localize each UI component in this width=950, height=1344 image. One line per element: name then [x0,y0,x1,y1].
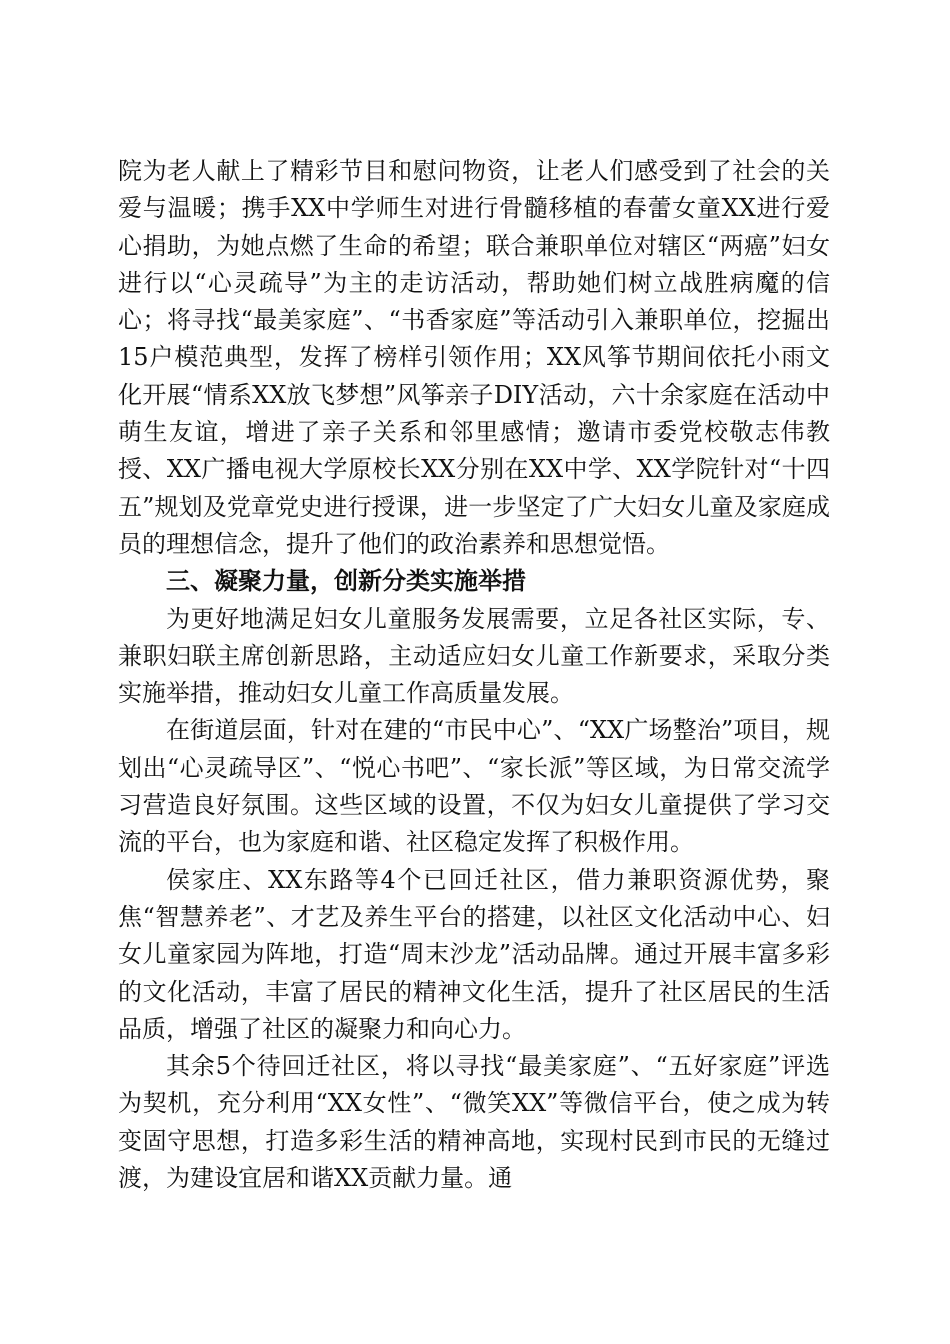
paragraph-pending-communities: 其余5个待回迁社区，将以寻找“最美家庭”、“五好家庭”评选为契机，充分利用“XX女性”、“微笑XX”等微信平台，使之成为转变固守思想，打造多彩生活的精神高地，实现村民到市民的无缝过渡，为建设宜居和谐XX贡献力量。通 [118,1052,830,1193]
paragraph-street-level: 在街道层面，针对在建的“市民中心”、“XX广场整治”项目，规划出“心灵疏导区”、“悦心书吧”、“家长派”等区域，为日常交流学习营造良好氛围。这些区域的设置，不仅为妇女儿童提供了学习交流的平台，也为家庭和谐、社区稳定发挥了积极作用。 [118,716,830,857]
paragraph-continued: 院为老人献上了精彩节目和慰问物资，让老人们感受到了社会的关爱与温暖；携手XX中学师生对进行骨髓移植的春蕾女童XX进行爱心捐助，为她点燃了生命的希望；联合兼职单位对辖区“两癌”妇女进行以“心灵疏导”为主的走访活动，帮助她们树立战胜病魔的信心；将寻找“最美家庭”、“书香家庭”等活动引入兼职单位，挖掘出15户模范典型，发挥了榜样引领作用；XX风筝节期间依托小雨文化开展“情系XX放飞梦想”风筝亲子DIY活动，六十余家庭在活动中萌生友谊，增进了亲子关系和邻里感情；邀请市委党校敬志伟教授、XX广播电视大学原校长XX分别在XX中学、XX学院针对“十四五”规划及党章党史进行授课，进一步坚定了广大妇女儿童及家庭成员的理想信念，提升了他们的政治素养和思想觉悟。 [118,157,830,558]
paragraph-relocated-communities: 侯家庄、XX东路等4个已回迁社区，借力兼职资源优势，聚焦“智慧养老”、才艺及养生平台的搭建，以社区文化活动中心、妇女儿童家园为阵地，打造“周末沙龙”活动品牌。通过开展丰富多彩的文化活动，丰富了居民的精神文化生活，提升了社区居民的生活品质，增强了社区的凝聚力和向心力。 [118,865,830,1043]
document-body [118,153,830,1197]
section-heading: 三、凝聚力量，创新分类实施举措 [166,567,526,596]
paragraph-intro: 为更好地满足妇女儿童服务发展需要，立足各社区实际，专、兼职妇联主席创新思路，主动适应妇女儿童工作新要求，采取分类实施举措，推动妇女儿童工作高质量发展。 [118,604,830,708]
